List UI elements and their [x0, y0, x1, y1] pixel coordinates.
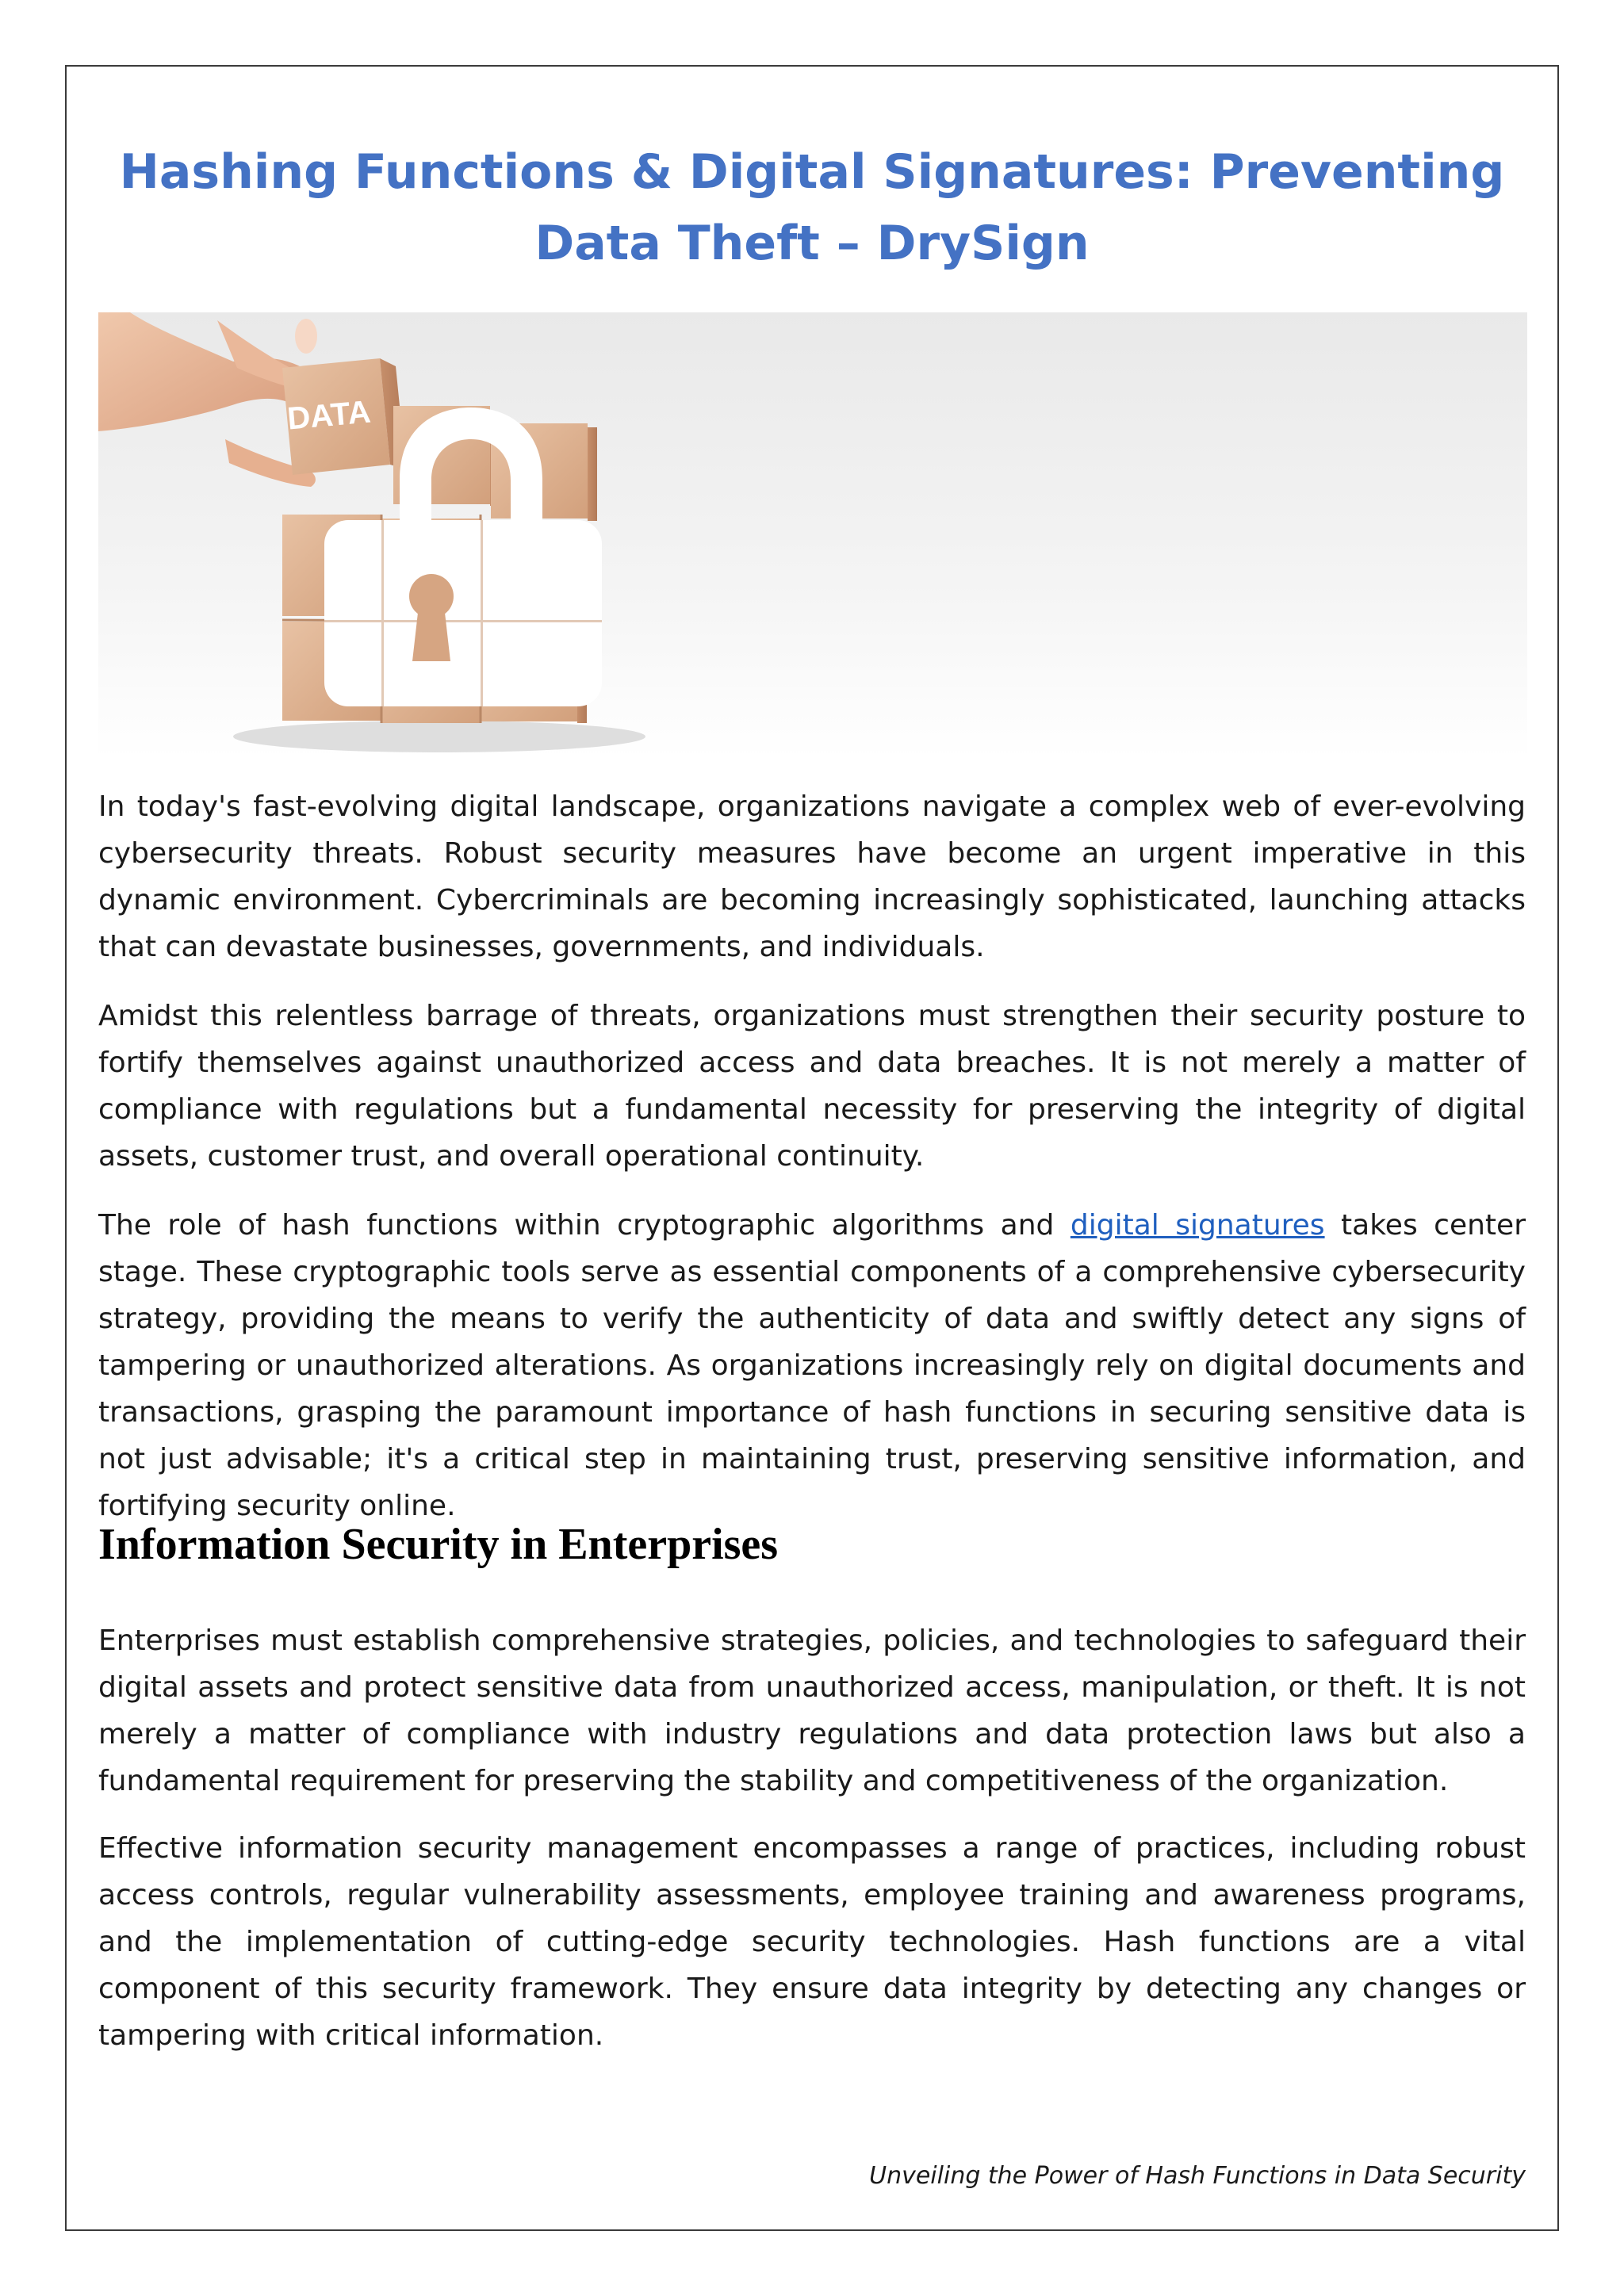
paragraph-text: The role of hash functions within cryptographic algorithms and: [98, 1209, 1071, 1242]
cube-label: DATA: [285, 394, 373, 437]
data-cube: [282, 358, 406, 475]
section-paragraph: Enterprises must establish comprehensive strategies, policies, and technologies to safeguard their digital assets and protect sensitive data from unauthorized access, manipulation, or theft. It is not merely a matter of compliance with industry regulations and data protection laws but also a fundamental requirement for preserving the stability and competitiveness of the organization.: [98, 1624, 1526, 1797]
section-heading: Information Security in Enterprises: [98, 1520, 779, 1569]
page-title: Hashing Functions & Digital Signatures: Preventing Data Theft – DrySign: [119, 144, 1505, 271]
intro-paragraph: In today's fast-evolving digital landscape, organizations navigate a complex web of ever-evolving cybersecurity threats. Robust security measures have become an urgent imperative in this dynamic environment. Cybercriminals are becoming increasingly sophisticated, launching attacks that can devastate businesses, governments, and individuals.: [98, 790, 1526, 963]
hero-image: [98, 312, 1527, 758]
digital-signatures-link[interactable]: digital signatures: [1070, 1209, 1325, 1242]
hash-role-paragraph: [98, 1202, 1526, 1529]
paragraph-text: takes center stage. These cryptographic tools serve as essential components of a comprehensive cybersecurity strategy, providing the means to verify the authenticity of data and swiftly detect any signs of tampering or unauthorized alterations. As organizations increasingly rely on digital documents and transactions, grasping the paramount importance of hash functions in securing sensitive data is not just advisable; it's a critical step in maintaining trust, preserving sensitive information, and fortifying security online.: [98, 1209, 1526, 1522]
section-paragraph: Effective information security management encompasses a range of practices, including robust access controls, regular vulnerability assessments, employee training and awareness programs, and the implementation of cutting-edge security technologies. Hash functions are a vital component of this security framework. They ensure data integrity by detecting any changes or tampering with critical information.: [98, 1832, 1526, 2052]
intro-paragraph: Amidst this relentless barrage of threats, organizations must strengthen their security posture to fortify themselves against unauthorized access and data breaches. It is not merely a matter of compliance with regulations but a fundamental necessity for preserving the integrity of digital assets, customer trust, and overall operational continuity.: [98, 1000, 1526, 1173]
page-footer: Unveiling the Power of Hash Functions in Data Security: [869, 2162, 1526, 2190]
